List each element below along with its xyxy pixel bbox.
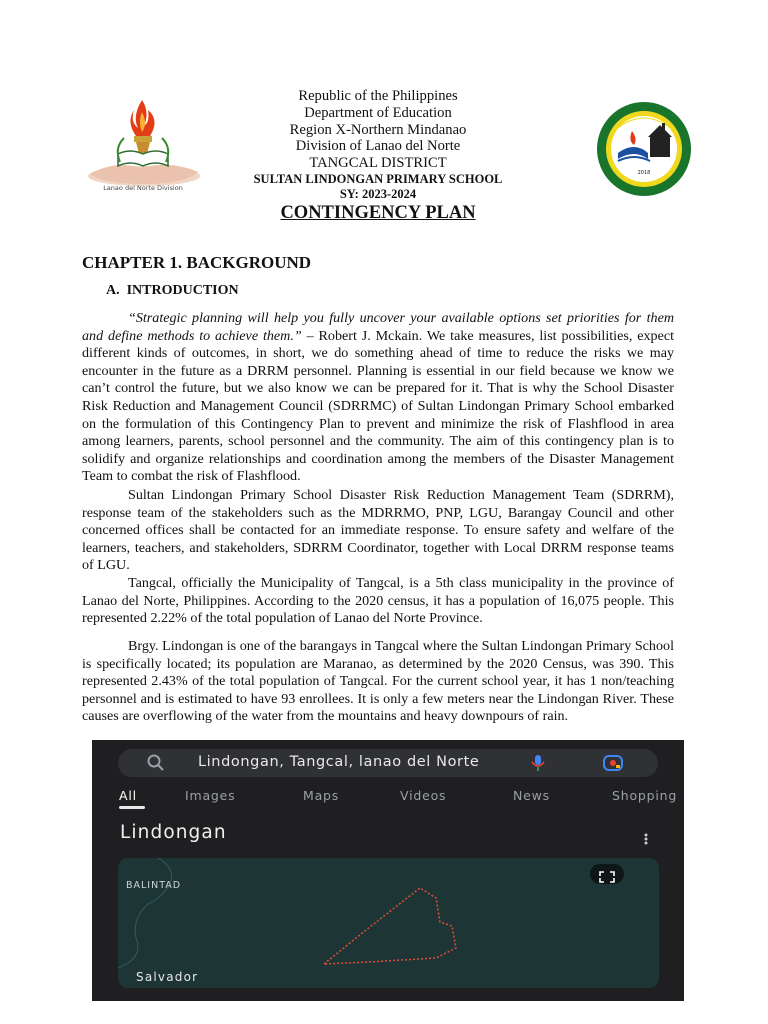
active-tab-indicator — [119, 806, 145, 809]
paragraph-tangcal — [82, 575, 674, 628]
paragraph-lindongan — [82, 638, 674, 726]
paragraph-tangcal-text: Tangcal, officially the Municipality of Tangcal, is a 5th class municipality in the province of Lanao del Norte, Philippines. According to the 2020 census, it has a population of 16,075 people. This represented 2.22% of the total population of Lanao del Norte Province. — [82, 575, 674, 627]
header-line-republic: Republic of the Philippines — [298, 88, 458, 104]
paragraph-sdrrm — [82, 487, 674, 575]
tab-maps[interactable]: Maps — [303, 788, 340, 803]
header-line-department: Department of Education — [304, 105, 452, 121]
section-heading: A. INTRODUCTION — [106, 283, 239, 298]
place-title: Lindongan — [120, 822, 227, 843]
map-label-salvador: Salvador — [136, 970, 199, 984]
search-query[interactable]: Lindongan, Tangcal, lanao del Norte — [198, 754, 480, 770]
quote-text: “Strategic planning will help you fully uncover your available options set priorities for them and define methods to achieve them.” — [82, 310, 674, 344]
chapter-heading: CHAPTER 1. BACKGROUND — [82, 253, 312, 272]
tab-videos[interactable]: Videos — [400, 788, 447, 803]
barangay-boundary — [324, 888, 456, 964]
header-school-year: SY: 2023-2024 — [339, 187, 417, 201]
paragraph-lindongan-text: Brgy. Lindongan is one of the barangays in Tangcal where the Sultan Lindongan Primary School is specifically located; its population are Maranao, as determined by the 2020 Census, was 390. This represented 2.43% of the total population of Tangcal. For the current school year, it has 1 non/teaching personnel and is estimated to have 93 enrollees. It is only a few meters near the Lindongan River. These causes are overflowing of the water from the mountains and heavy downpours of rain. — [82, 638, 674, 725]
tab-news[interactable]: News — [513, 788, 550, 803]
map-label-balintad: BALINTAD — [126, 880, 182, 891]
map-preview[interactable] — [118, 858, 659, 988]
expand-icon — [599, 868, 615, 887]
header-school-name: SULTAN LINDONGAN PRIMARY SCHOOL — [253, 172, 503, 186]
paragraph-introduction — [82, 310, 674, 486]
expand-map-button[interactable] — [590, 864, 624, 884]
header-line-division: Division of Lanao del Norte — [295, 138, 461, 154]
division-logo-caption: Lanao del Norte Division — [103, 184, 183, 192]
page-title: CONTINGENCY PLAN — [280, 203, 476, 223]
school-seal-year: 2018 — [637, 170, 651, 176]
search-bar[interactable] — [118, 749, 658, 777]
map-search-screenshot — [92, 740, 684, 1001]
header-line-district: TANGCAL DISTRICT — [309, 155, 447, 171]
paragraph-sdrrm-text: Sultan Lindongan Primary School Disaster Risk Reduction Management Team (SDRRM), response team of the stakeholders such as the MDRRMO, PNP, LGU, Barangay Council and other concerned offices shall be contacted for an immediate response. To ensure safety and welfare of the learners, teachers, and stakeholders, SDRRM Coordinator, together with Local DRRM response teams of LGU. — [82, 487, 674, 574]
microphone-icon[interactable] — [530, 754, 546, 776]
tab-all[interactable]: All — [119, 788, 137, 803]
school-seal — [594, 101, 694, 197]
header-line-region: Region X-Northern Mindanao — [289, 122, 467, 138]
tab-shopping[interactable]: Shopping — [612, 788, 678, 803]
tab-images[interactable]: Images — [185, 788, 236, 803]
more-options-icon[interactable] — [644, 830, 647, 849]
division-logo — [84, 88, 202, 194]
paragraph-introduction-text: – Robert J. Mckain. We take measures, list possibilities, expect different kinds of outcomes, in short, we do something ahead of time to reduce the risks we may encounter in the future as a DRRM personnel. Planning is essential in our field because we know we can’t control the future, but we also know we can be prepared for it. That is why the School Disaster Risk Reduction and Management Council (SDRRMC) of Sultan Lindongan Primary School embarked on the formulation of this Contingency Plan to prevent and minimize the risk of Flashflood in area among learners, parents, school personnel and the community. The aim of this contingency plan is to solidify and organize relationships and coordination among the members of the Disaster Management Team to combat the risk of Flashflood. — [82, 327, 675, 485]
search-icon — [146, 754, 166, 776]
camera-lens-icon[interactable] — [602, 754, 624, 776]
